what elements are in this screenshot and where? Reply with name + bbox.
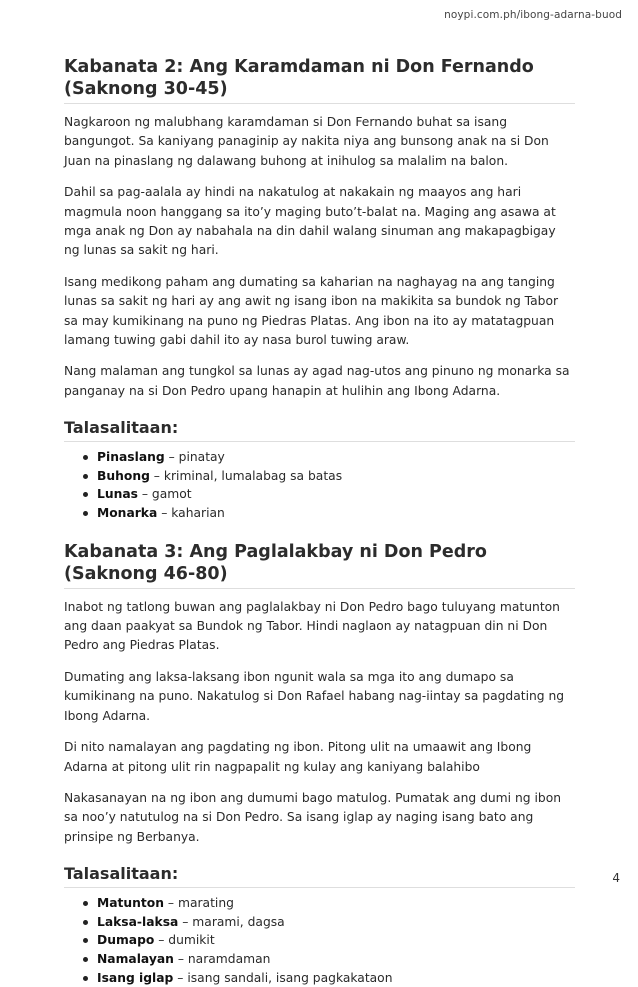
vocab-definition: – pinatay xyxy=(165,450,225,464)
vocabulary-divider xyxy=(64,887,575,888)
section-title: Kabanata 2: Ang Karamdaman ni Don Fernando (Saknong 30-45) xyxy=(64,56,575,100)
paragraph: Isang medikong paham ang dumating sa kaharian na naghayag na ang tanging lunas sa sakit ng hari ay ang awit ng isang ibon na makikita sa bundok ng Tabor sa may kumikinang na puno ng Piedras Platas. Ang ibon na ito ay matatagpuan lamang tuwing gabi dahil ito ay nasa burol tuwing araw. xyxy=(64,273,575,351)
vocab-definition: – kaharian xyxy=(157,506,225,520)
vocab-term: Lunas xyxy=(97,487,138,501)
vocab-definition: – gamot xyxy=(138,487,192,501)
vocabulary-item xyxy=(97,485,575,504)
source-url: noypi.com.ph/ibong-adarna-buod xyxy=(444,9,622,21)
vocab-definition: – naramdaman xyxy=(174,952,271,966)
vocabulary-item xyxy=(97,931,575,950)
paragraph: Nagkaroon ng malubhang karamdaman si Don Fernando buhat sa isang bangungot. Sa kaniyang panaginip ay nakita niya ang bunsong anak na si Don Juan na pinaslang ng dalawang buhong at inihulog sa malalim na balon. xyxy=(64,113,575,171)
title-divider xyxy=(64,588,575,589)
vocab-definition: – marating xyxy=(164,896,234,910)
paragraph: Inabot ng tatlong buwan ang paglalakbay ni Don Pedro bago tuluyang matunton ang daan paakyat sa Bundok ng Tabor. Hindi naglaon ay natagpuan din ni Don Pedro ang Piedras Platas. xyxy=(64,598,575,656)
vocabulary-list xyxy=(64,448,575,522)
vocab-term: Dumapo xyxy=(97,933,154,947)
vocabulary-divider xyxy=(64,441,575,442)
vocabulary-item xyxy=(97,913,575,932)
vocab-definition: – kriminal, lumalabag sa batas xyxy=(150,469,342,483)
paragraph: Di nito namalayan ang pagdating ng ibon. Pitong ulit na umaawit ang Ibong Adarna at pitong ulit rin nagpapalit ng kulay ang kaniyang balahibo xyxy=(64,738,575,777)
section-title: Kabanata 3: Ang Paglalakbay ni Don Pedro (Saknong 46-80) xyxy=(64,541,575,585)
paragraph: Dahil sa pag-aalala ay hindi na nakatulog at nakakain ng maayos ang hari magmula noon hanggang sa ito’y maging buto’t-balat na. Maging ang asawa at mga anak ng Don ay nabahala na din dahil walang sinuman ang makapagbigay ng lunas sa sakit ng hari. xyxy=(64,183,575,261)
vocabulary-item xyxy=(97,467,575,486)
vocab-definition: – dumikit xyxy=(154,933,214,947)
vocabulary-item xyxy=(97,969,575,987)
vocab-definition: – marami, dagsa xyxy=(178,915,284,929)
vocabulary-item xyxy=(97,504,575,523)
vocab-term: Laksa-laksa xyxy=(97,915,178,929)
vocab-term: Monarka xyxy=(97,506,157,520)
vocab-term: Buhong xyxy=(97,469,150,483)
vocab-term: Pinaslang xyxy=(97,450,165,464)
vocab-term: Matunton xyxy=(97,896,164,910)
vocab-definition: – isang sandali, isang pagkakataon xyxy=(173,971,392,985)
vocab-term: Isang iglap xyxy=(97,971,173,985)
vocabulary-heading: Talasalitaan: xyxy=(64,863,575,885)
vocabulary-item xyxy=(97,448,575,467)
section-kabanata-3 xyxy=(64,541,575,987)
paragraph: Nakasanayan na ng ibon ang dumumi bago matulog. Pumatak ang dumi ng ibon sa noo’y natutulog na si Don Pedro. Sa isang iglap ay naging isang bato ang prinsipe ng Berbanya. xyxy=(64,789,575,847)
vocabulary-item xyxy=(97,950,575,969)
paragraph: Dumating ang laksa-laksang ibon ngunit wala sa mga ito ang dumapo sa kumikinang na puno. Nakatulog si Don Rafael habang nag-iintay sa pagdating ng Ibong Adarna. xyxy=(64,668,575,726)
vocabulary-item xyxy=(97,894,575,913)
title-divider xyxy=(64,103,575,104)
page-number: 4 xyxy=(612,871,620,885)
document-page xyxy=(64,56,575,987)
section-kabanata-2 xyxy=(64,56,575,523)
paragraph: Nang malaman ang tungkol sa lunas ay agad nag-utos ang pinuno ng monarka sa panganay na si Don Pedro upang hanapin at hulihin ang Ibong Adarna. xyxy=(64,362,575,401)
vocab-term: Namalayan xyxy=(97,952,174,966)
vocabulary-heading: Talasalitaan: xyxy=(64,417,575,439)
vocabulary-list xyxy=(64,894,575,987)
